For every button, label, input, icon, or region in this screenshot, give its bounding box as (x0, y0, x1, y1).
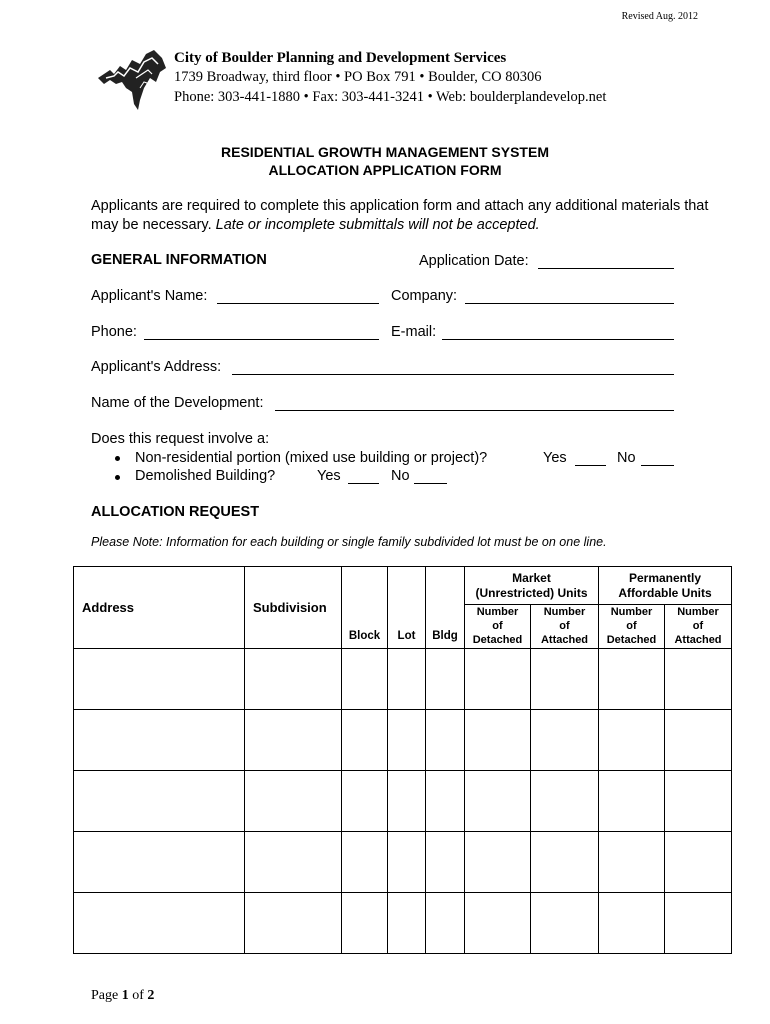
table-cell[interactable] (245, 710, 342, 771)
nonresidential-question: Non-residential portion (mixed use building or project)? (135, 450, 488, 466)
form-title-line1: RESIDENTIAL GROWTH MANAGEMENT SYSTEM (221, 144, 549, 160)
table-cell[interactable] (342, 771, 388, 832)
number-of-label: Number of (610, 606, 653, 632)
column-header-block: Block (342, 567, 388, 649)
table-cell[interactable] (74, 893, 245, 954)
table-cell[interactable] (465, 832, 531, 893)
table-cell[interactable] (665, 710, 732, 771)
column-header-affordable-attached (665, 605, 732, 649)
table-cell[interactable] (531, 649, 599, 710)
intro-warning: Late or incomplete submittals will not be accepted. (215, 217, 540, 233)
development-name-field[interactable] (275, 410, 674, 411)
affordable-line2: Affordable Units (618, 585, 712, 600)
table-cell[interactable] (465, 649, 531, 710)
table-cell[interactable] (599, 710, 665, 771)
table-row (74, 710, 732, 771)
phone-field[interactable] (144, 339, 379, 340)
table-cell[interactable] (245, 832, 342, 893)
table-row (74, 771, 732, 832)
org-contact: Phone: 303-441-1880 • Fax: 303-441-3241 • Web: boulderplandevelop.net (174, 89, 607, 105)
column-header-affordable-detached (599, 605, 665, 649)
table-cell[interactable] (426, 893, 465, 954)
table-cell[interactable] (74, 832, 245, 893)
table-cell[interactable] (245, 893, 342, 954)
column-header-market-detached (465, 605, 531, 649)
table-cell[interactable] (531, 710, 599, 771)
table-cell[interactable] (665, 771, 732, 832)
detached-label: Detached (606, 634, 657, 646)
detached-label: Detached (472, 634, 523, 646)
email-field[interactable] (442, 339, 674, 340)
attached-label: Attached (540, 634, 589, 646)
table-cell[interactable] (342, 710, 388, 771)
table-cell[interactable] (665, 832, 732, 893)
allocation-heading: ALLOCATION REQUEST (91, 504, 260, 520)
table-cell[interactable] (531, 771, 599, 832)
email-label: E-mail: (391, 324, 437, 340)
number-of-label: Number of (543, 606, 586, 632)
page-number (91, 988, 154, 1004)
nonresidential-yes-field[interactable] (575, 465, 606, 466)
allocation-table-body (74, 649, 732, 954)
table-cell[interactable] (465, 893, 531, 954)
table-cell[interactable] (74, 649, 245, 710)
demolished-no-field[interactable] (414, 483, 447, 484)
column-header-bldg: Bldg (426, 567, 465, 649)
applicant-address-field[interactable] (232, 374, 674, 375)
table-cell[interactable] (388, 832, 426, 893)
column-group-market (465, 567, 599, 605)
intro-text: Applicants are required to complete this application form and attach any additional materials that may be necessary. (91, 198, 709, 233)
phone-label: Phone: (91, 324, 137, 340)
table-cell[interactable] (531, 893, 599, 954)
table-cell[interactable] (342, 832, 388, 893)
number-of-label: Number of (677, 606, 719, 632)
org-address: 1739 Broadway, third floor • PO Box 791 • Boulder, CO 80306 (174, 69, 542, 85)
applicant-address-label: Applicant's Address: (91, 359, 222, 375)
table-row (74, 893, 732, 954)
column-header-address: Address (74, 567, 245, 649)
number-of-label: Number of (476, 606, 519, 632)
application-date-field[interactable] (538, 268, 674, 269)
table-cell[interactable] (531, 832, 599, 893)
intro-paragraph (91, 197, 711, 235)
table-cell[interactable] (426, 771, 465, 832)
request-question: Does this request involve a: (91, 431, 270, 447)
table-cell[interactable] (74, 771, 245, 832)
table-cell[interactable] (388, 893, 426, 954)
demolished-yes-label: Yes (317, 468, 341, 484)
nonresidential-yes-label: Yes (543, 450, 567, 466)
table-cell[interactable] (74, 710, 245, 771)
table-cell[interactable] (426, 649, 465, 710)
table-cell[interactable] (665, 649, 732, 710)
column-group-affordable (599, 567, 732, 605)
table-cell[interactable] (342, 649, 388, 710)
revised-date: Revised Aug. 2012 (621, 11, 698, 22)
demolished-no-label: No (391, 468, 410, 484)
application-date-label: Application Date: (419, 253, 529, 269)
allocation-table (73, 566, 732, 954)
table-cell[interactable] (599, 832, 665, 893)
page-current: 1 (121, 988, 129, 1003)
page-of: of (128, 988, 148, 1003)
table-row (74, 649, 732, 710)
org-name: City of Boulder Planning and Development Services (174, 50, 507, 66)
table-cell[interactable] (599, 649, 665, 710)
table-cell[interactable] (388, 710, 426, 771)
table-cell[interactable] (465, 771, 531, 832)
column-header-subdivision: Subdivision (245, 567, 342, 649)
nonresidential-no-field[interactable] (641, 465, 674, 466)
table-cell[interactable] (426, 832, 465, 893)
affordable-line1: Permanently (628, 570, 702, 585)
table-cell[interactable] (665, 893, 732, 954)
city-logo-icon (96, 48, 168, 112)
page-prefix: Page (91, 988, 122, 1003)
company-field[interactable] (465, 303, 674, 304)
form-title-line2: ALLOCATION APPLICATION FORM (268, 162, 502, 178)
applicant-name-label: Applicant's Name: (91, 288, 208, 304)
table-cell[interactable] (388, 649, 426, 710)
allocation-note: Please Note: Information for each building or single family subdivided lot must be on one line. (91, 535, 607, 549)
column-header-market-attached (531, 605, 599, 649)
table-cell[interactable] (465, 710, 531, 771)
demolished-question: Demolished Building? (135, 468, 276, 484)
general-info-heading: GENERAL INFORMATION (91, 252, 267, 268)
company-label: Company: (391, 288, 458, 304)
market-line2: (Unrestricted) Units (475, 585, 588, 600)
demolished-yes-field[interactable] (348, 483, 379, 484)
table-cell[interactable] (388, 771, 426, 832)
table-cell[interactable] (599, 771, 665, 832)
bullet-icon (115, 456, 120, 461)
development-name-label: Name of the Development: (91, 395, 264, 411)
table-cell[interactable] (342, 893, 388, 954)
table-cell[interactable] (426, 710, 465, 771)
attached-label: Attached (674, 634, 722, 646)
market-line1: Market (512, 570, 551, 585)
column-header-lot: Lot (388, 567, 426, 649)
nonresidential-no-label: No (617, 450, 636, 466)
page-total: 2 (147, 988, 155, 1003)
table-cell[interactable] (599, 893, 665, 954)
table-cell[interactable] (245, 771, 342, 832)
table-cell[interactable] (245, 649, 342, 710)
bullet-icon (115, 475, 120, 480)
table-row (74, 832, 732, 893)
applicant-name-field[interactable] (217, 303, 379, 304)
